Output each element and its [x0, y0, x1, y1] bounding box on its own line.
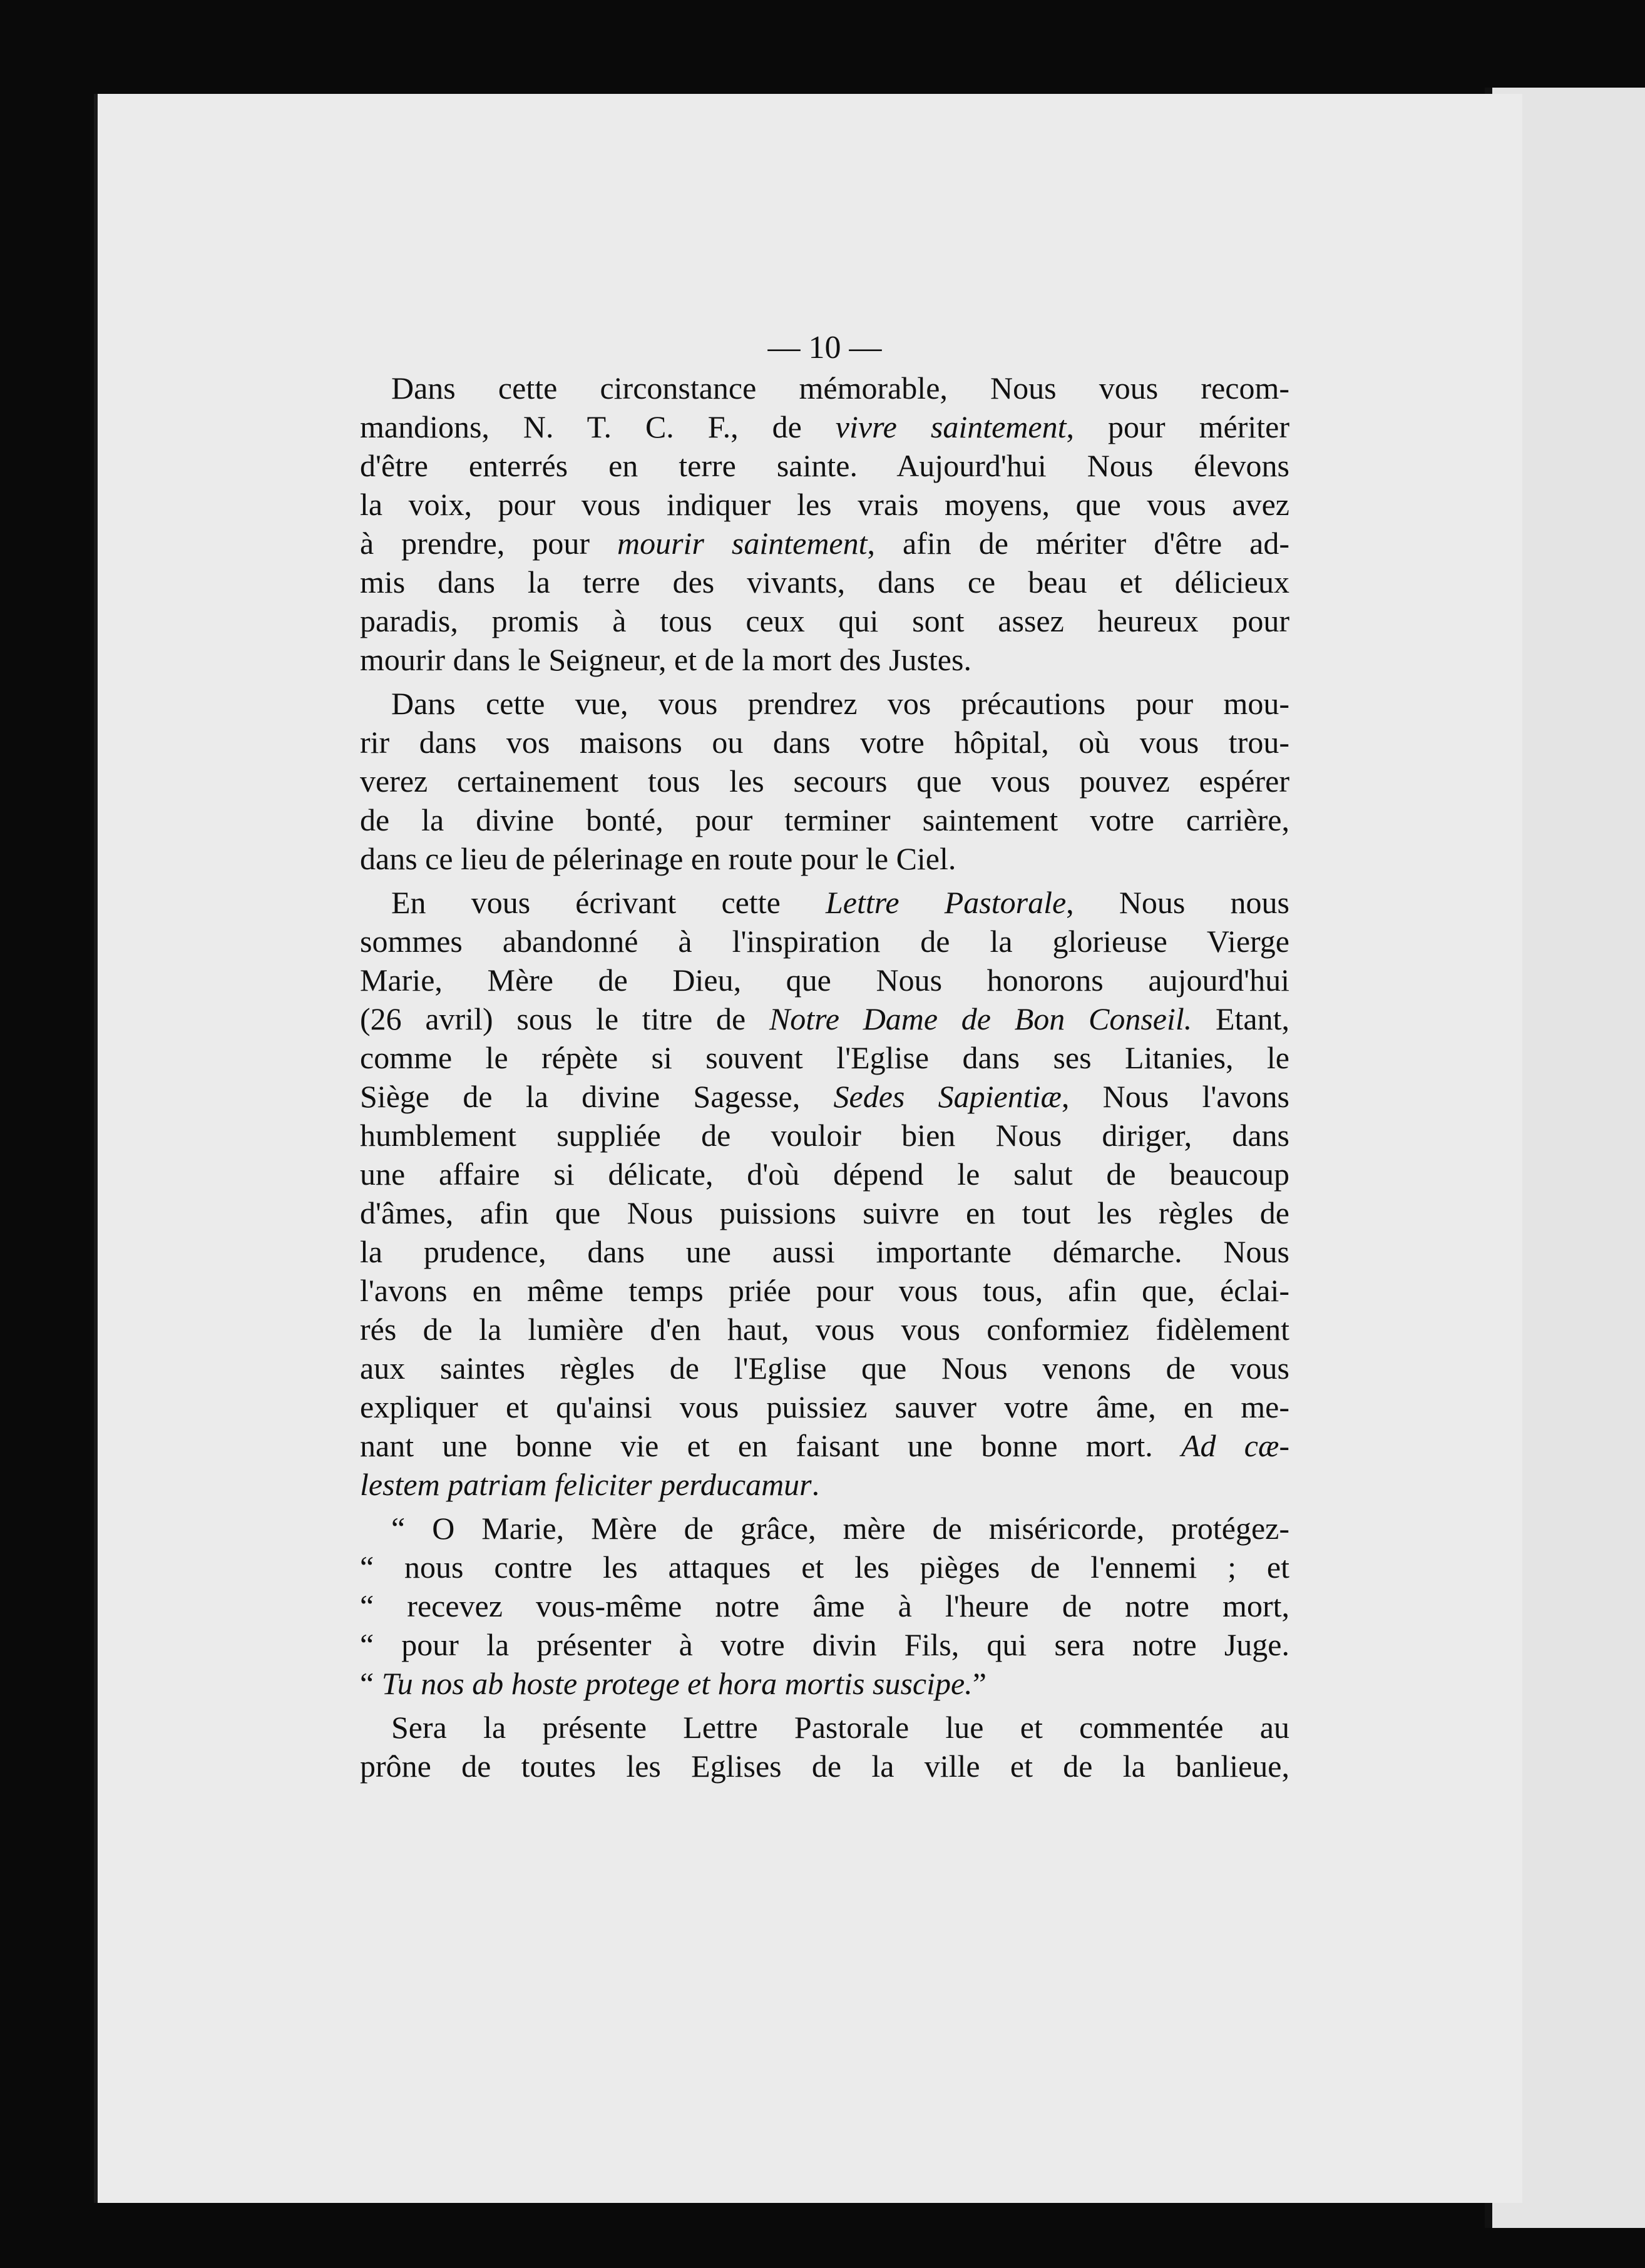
text-line: “ pour la présenter à votre divin Fils, qui sera notre Juge. [360, 1627, 1289, 1662]
text-line: une affaire si délicate, d'où dépend le salut de beaucoup [360, 1157, 1289, 1192]
text-line: comme le répète si souvent l'Eglise dans ses Litanies, le [360, 1040, 1289, 1075]
text-line: la prudence, dans une aussi importante démarche. Nous [360, 1234, 1289, 1269]
page-text [360, 329, 1289, 1790]
text-line: “ O Marie, Mère de grâce, mère de miséricorde, protégez- [391, 1511, 1289, 1546]
text-line: Siège de la divine Sagesse, Sedes Sapientiæ, Nous l'avons [360, 1079, 1290, 1114]
text-line: En vous écrivant cette Lettre Pastorale, Nous nous [391, 885, 1290, 920]
paragraph [360, 1708, 1289, 1785]
text-line: à prendre, pour mourir saintement, afin de mériter d'être ad- [360, 526, 1289, 561]
text-line: mourir dans le Seigneur, et de la mort des Justes. [360, 642, 971, 677]
text-line: Dans cette vue, vous prendrez vos précautions pour mou- [391, 686, 1289, 721]
paragraph [360, 1509, 1289, 1703]
text-line: humblement suppliée de vouloir bien Nous diriger, dans [360, 1118, 1289, 1153]
body-paragraphs [360, 369, 1289, 1785]
text-line: paradis, promis à tous ceux qui sont assez heureux pour [360, 603, 1289, 638]
text-line: mis dans la terre des vivants, dans ce beau et délicieux [360, 564, 1289, 600]
text-line: (26 avril) sous le titre de Notre Dame de Bon Conseil. Etant, [360, 1001, 1289, 1036]
text-line: verez certainement tous les secours que vous pouvez espérer [360, 764, 1289, 799]
text-line: l'avons en même temps priée pour vous tous, afin que, éclai- [360, 1273, 1289, 1308]
text-line: rir dans vos maisons ou dans votre hôpital, où vous trou- [360, 725, 1289, 760]
text-line: la voix, pour vous indiquer les vrais moyens, que vous avez [360, 487, 1289, 522]
text-line: nant une bonne vie et en faisant une bonne mort. Ad cæ- [360, 1428, 1289, 1463]
text-line: d'âmes, afin que Nous puissions suivre en tout les règles de [360, 1195, 1289, 1230]
text-line: de la divine bonté, pour terminer saintement votre carrière, [360, 802, 1289, 837]
text-line: “ nous contre les attaques et les pièges de l'ennemi ; et [360, 1550, 1289, 1585]
text-line: rés de la lumière d'en haut, vous vous conformiez fidèlement [360, 1312, 1289, 1347]
text-line: dans ce lieu de pélerinage en route pour le Ciel. [360, 841, 956, 876]
text-line: “ Tu nos ab hoste protege et hora mortis suscipe.” [360, 1666, 986, 1701]
text-line: Marie, Mère de Dieu, que Nous honorons aujourd'hui [360, 963, 1289, 998]
text-line: mandions, N. T. C. F., de vivre saintement, pour mériter [360, 409, 1290, 444]
paragraph [360, 369, 1289, 679]
text-line: aux saintes règles de l'Eglise que Nous venons de vous [360, 1351, 1289, 1386]
paragraph [360, 883, 1289, 1504]
page-number: — 10 — [767, 330, 882, 365]
text-line: Dans cette circonstance mémorable, Nous vous recom- [391, 370, 1289, 406]
paragraph [360, 684, 1289, 878]
text-line: “ recevez vous-même notre âme à l'heure de notre mort, [360, 1588, 1289, 1623]
text-line: Sera la présente Lettre Pastorale lue et commentée au [391, 1710, 1289, 1745]
text-line: sommes abandonné à l'inspiration de la glorieuse Vierge [360, 924, 1289, 959]
text-line: lestem patriam feliciter perducamur. [360, 1467, 820, 1502]
text-line: d'être enterrés en terre sainte. Aujourd'hui Nous élevons [360, 448, 1289, 483]
text-line: expliquer et qu'ainsi vous puissiez sauver votre âme, en me- [360, 1389, 1289, 1424]
text-line: prône de toutes les Eglises de la ville et de la banlieue, [360, 1749, 1289, 1784]
